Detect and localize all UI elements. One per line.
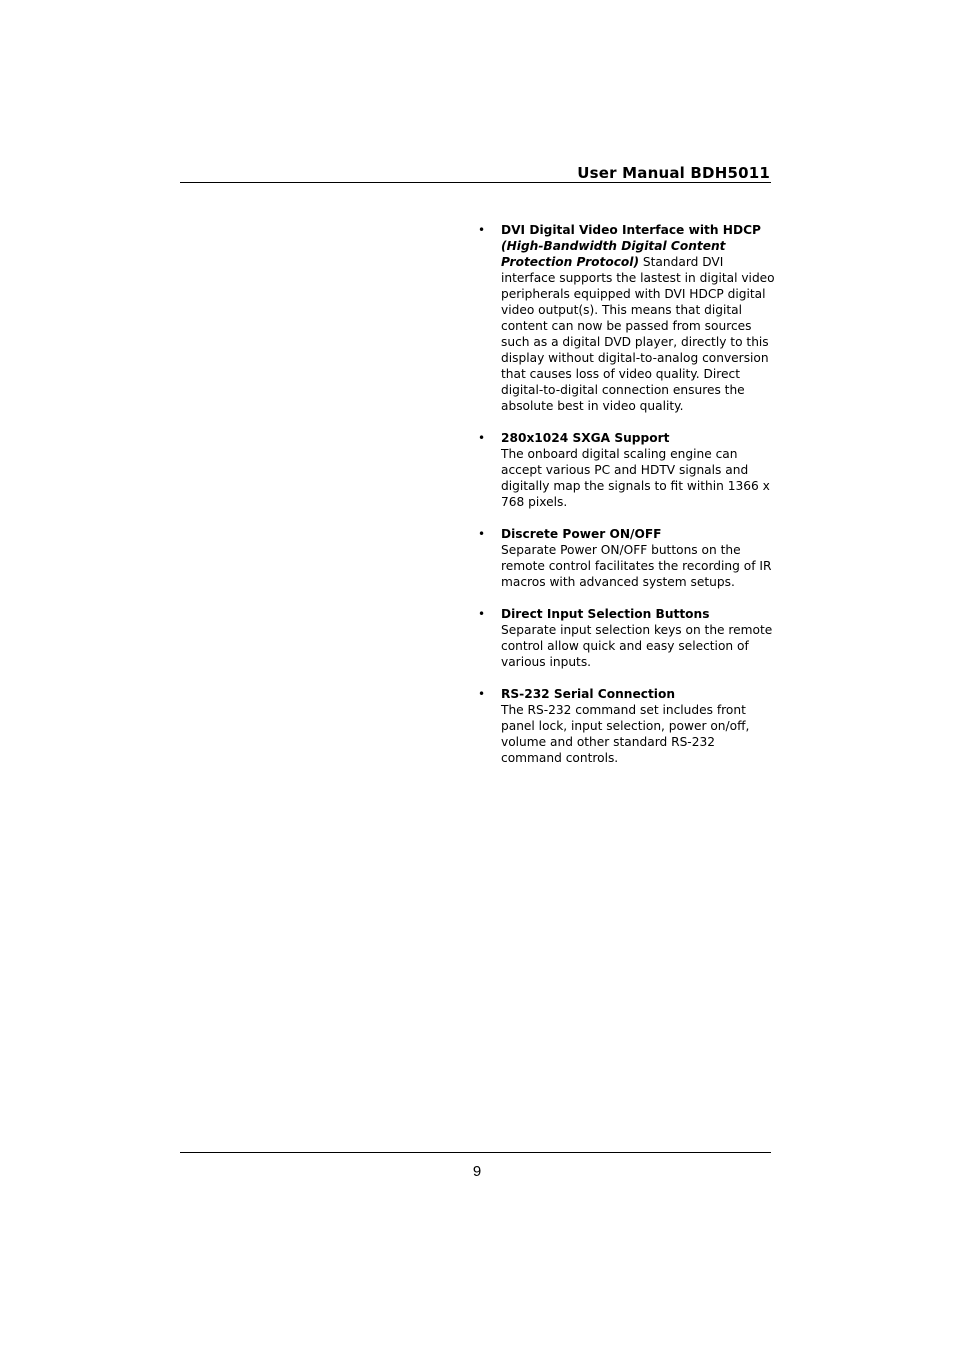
- bullet-icon: •: [478, 527, 486, 541]
- feature-description: Standard DVI interface supports the lastest in digital video peripherals equipped with DVI HDCP digital video output(s). This means that digital content can now be passed from sources such as a digital DVD player, directly to this display without digital-to-analog conversion that causes loss of video quality. Direct digital-to-digital connection ensures the absolute best in video quality.: [501, 255, 775, 413]
- feature-title: Direct Input Selection Buttons: [501, 607, 710, 621]
- feature-item-rs232: [478, 686, 778, 766]
- footer-divider: [180, 1152, 771, 1153]
- feature-list: [478, 222, 778, 782]
- page-number: 9: [472, 1163, 482, 1180]
- page-header-title: User Manual BDH5011: [577, 164, 770, 182]
- feature-subtitle: (High-Bandwidth Digital Content Protection Protocol): [501, 239, 726, 269]
- feature-title: DVI Digital Video Interface with HDCP: [501, 223, 761, 237]
- header-divider: [180, 182, 771, 183]
- bullet-icon: •: [478, 607, 486, 621]
- bullet-icon: •: [478, 431, 486, 445]
- feature-title: RS-232 Serial Connection: [501, 687, 675, 701]
- feature-description: The RS-232 command set includes front panel lock, input selection, power on/off, volume and other standard RS-232 command controls.: [501, 703, 750, 765]
- feature-description: Separate input selection keys on the remote control allow quick and easy selection of various inputs.: [501, 623, 773, 669]
- feature-title: 280x1024 SXGA Support: [501, 431, 670, 445]
- feature-item-power: [478, 526, 778, 590]
- feature-item-input-selection: [478, 606, 778, 670]
- feature-item-sxga: [478, 430, 778, 510]
- bullet-icon: •: [478, 687, 486, 701]
- feature-title: Discrete Power ON/OFF: [501, 527, 662, 541]
- feature-description: Separate Power ON/OFF buttons on the remote control facilitates the recording of IR macros with advanced system setups.: [501, 543, 772, 589]
- bullet-icon: •: [478, 223, 486, 237]
- feature-item-dvi: [478, 222, 778, 414]
- feature-description: The onboard digital scaling engine can accept various PC and HDTV signals and digitally map the signals to fit within 1366 x 768 pixels.: [501, 447, 770, 509]
